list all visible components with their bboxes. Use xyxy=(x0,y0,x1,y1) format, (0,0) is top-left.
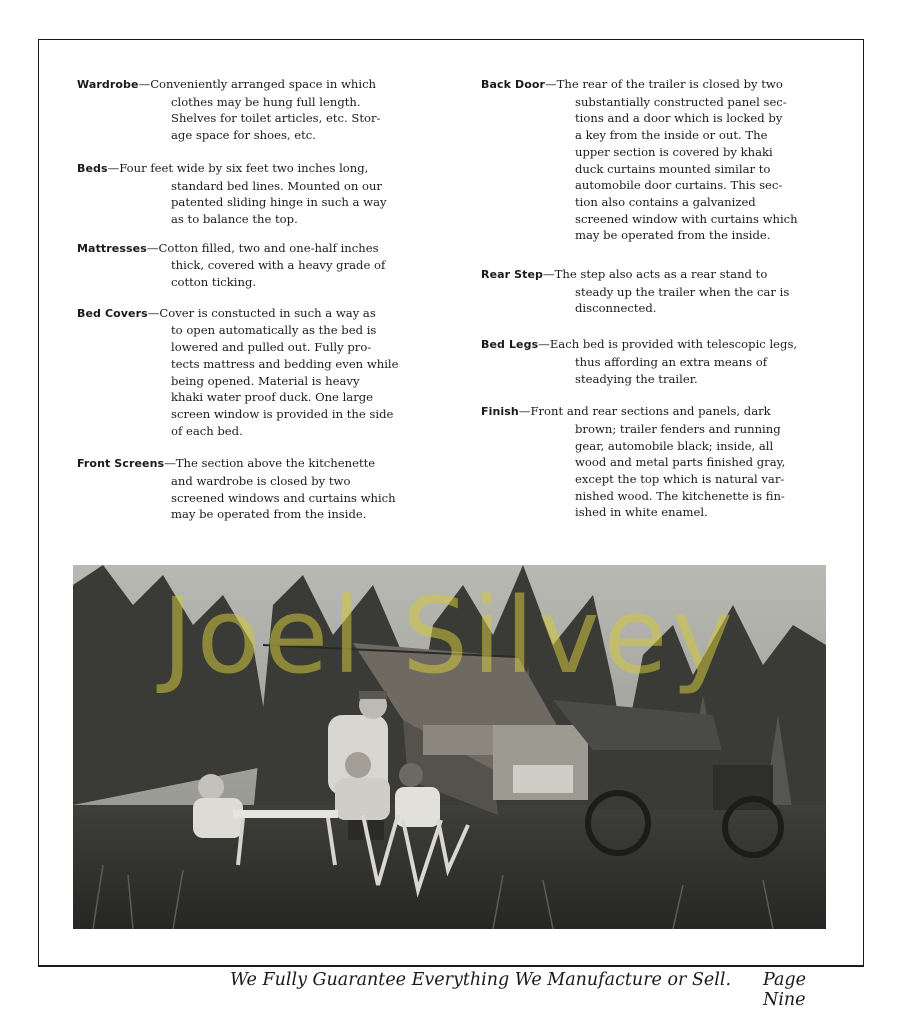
spec-beds xyxy=(77,160,422,228)
spec-line: may be operated from the inside. xyxy=(171,507,367,522)
spec-mattresses xyxy=(77,240,422,291)
left-column xyxy=(77,76,422,523)
spec-line: screen window is provided in the side xyxy=(171,406,394,421)
spec-line: tects mattress and bedding even while xyxy=(171,356,399,371)
spec-line: duck curtains mounted similar to xyxy=(575,161,771,176)
spec-line: screened windows and curtains which xyxy=(171,490,396,505)
spec-line: gear, automobile black; inside, all xyxy=(575,438,774,453)
spec-line: —Front and rear sections and panels, dark xyxy=(518,404,771,419)
spec-line: being opened. Material is heavy xyxy=(171,373,360,388)
spec-term: Back Door xyxy=(481,78,546,91)
spec-line: khaki water proof duck. One large xyxy=(171,390,374,405)
spec-line: standard bed lines. Mounted on our xyxy=(171,178,382,193)
spec-term: Rear Step xyxy=(481,268,544,282)
spec-wardrobe xyxy=(77,76,422,144)
watermark-text: Joel Silvey xyxy=(161,575,738,697)
page-number: Page Nine xyxy=(763,970,806,1010)
spec-bed-covers xyxy=(77,305,422,440)
spec-line: upper section is covered by khaki xyxy=(575,144,773,159)
footer-motto: We Fully Guarantee Everything We Manufacture or Sell. xyxy=(230,970,732,990)
spec-line: nished wood. The kitchenette is fin- xyxy=(575,488,785,503)
spec-line: clothes may be hung full length. xyxy=(171,94,361,109)
spec-line: thick, covered with a heavy grade of xyxy=(171,258,386,273)
spec-line: —Cotton filled, two and one-half inches xyxy=(146,240,379,255)
spec-line: —Cover is constucted in such a way as xyxy=(147,305,376,320)
spec-line: as to balance the top. xyxy=(171,211,298,226)
spec-line: —The step also acts as a rear stand to xyxy=(543,267,768,282)
spec-term: Mattresses xyxy=(77,241,147,255)
spec-line: lowered and pulled out. Fully pro- xyxy=(171,340,372,355)
spec-line: steady up the trailer when the car is xyxy=(575,284,790,299)
spec-line: substantially constructed panel sec- xyxy=(575,94,787,109)
spec-line: to open automatically as the bed is xyxy=(171,323,377,338)
spec-line: Shelves for toilet articles, etc. Stor- xyxy=(171,111,381,126)
spec-line: —Each bed is provided with telescopic legs, xyxy=(538,337,798,352)
spec-line: and wardrobe is closed by two xyxy=(171,474,351,489)
spec-back-door xyxy=(481,76,826,244)
spec-line: age space for shoes, etc. xyxy=(171,128,316,143)
spec-line: steadying the trailer. xyxy=(575,371,698,386)
spec-term: Bed Covers xyxy=(77,306,148,320)
spec-line: brown; trailer fenders and running xyxy=(575,421,781,436)
spec-line: tion also contains a galvanized xyxy=(575,194,756,209)
spec-line: automobile door curtains. This sec- xyxy=(575,178,783,193)
spec-line: except the top which is natural var- xyxy=(575,472,785,487)
spec-term: Wardrobe xyxy=(77,78,139,91)
spec-term: Beds xyxy=(77,161,108,175)
spec-rear-step xyxy=(481,266,826,317)
spec-line: ished in white enamel. xyxy=(575,505,708,520)
spec-finish xyxy=(481,403,826,521)
spec-line: patented sliding hinge in such a way xyxy=(171,195,387,210)
spec-line: thus affording an extra means of xyxy=(575,354,768,369)
spec-term: Finish xyxy=(481,405,519,419)
camping-trailer-photo xyxy=(73,565,826,929)
spec-front-screens xyxy=(77,455,422,523)
spec-bed-legs xyxy=(481,336,826,387)
spec-line: —The rear of the trailer is closed by two xyxy=(545,77,783,91)
spec-line: of each bed. xyxy=(171,423,243,438)
spec-line: a key from the inside or out. The xyxy=(575,128,768,143)
spec-line: may be operated from the inside. xyxy=(575,228,771,243)
spec-line: —The section above the kitchenette xyxy=(164,456,376,471)
spec-line: wood and metal parts finished gray, xyxy=(575,455,786,470)
spec-line: cotton ticking. xyxy=(171,275,257,290)
spec-line: —Four feet wide by six feet two inches long, xyxy=(107,160,369,175)
spec-line: disconnected. xyxy=(575,301,657,316)
spec-line: screened window with curtains which xyxy=(575,211,798,226)
right-column xyxy=(481,76,826,521)
spec-line: tions and a door which is locked by xyxy=(575,111,783,126)
spec-term: Front Screens xyxy=(77,457,165,471)
spec-term: Bed Legs xyxy=(481,338,539,352)
spec-line: —Conveniently arranged space in which xyxy=(138,77,377,91)
